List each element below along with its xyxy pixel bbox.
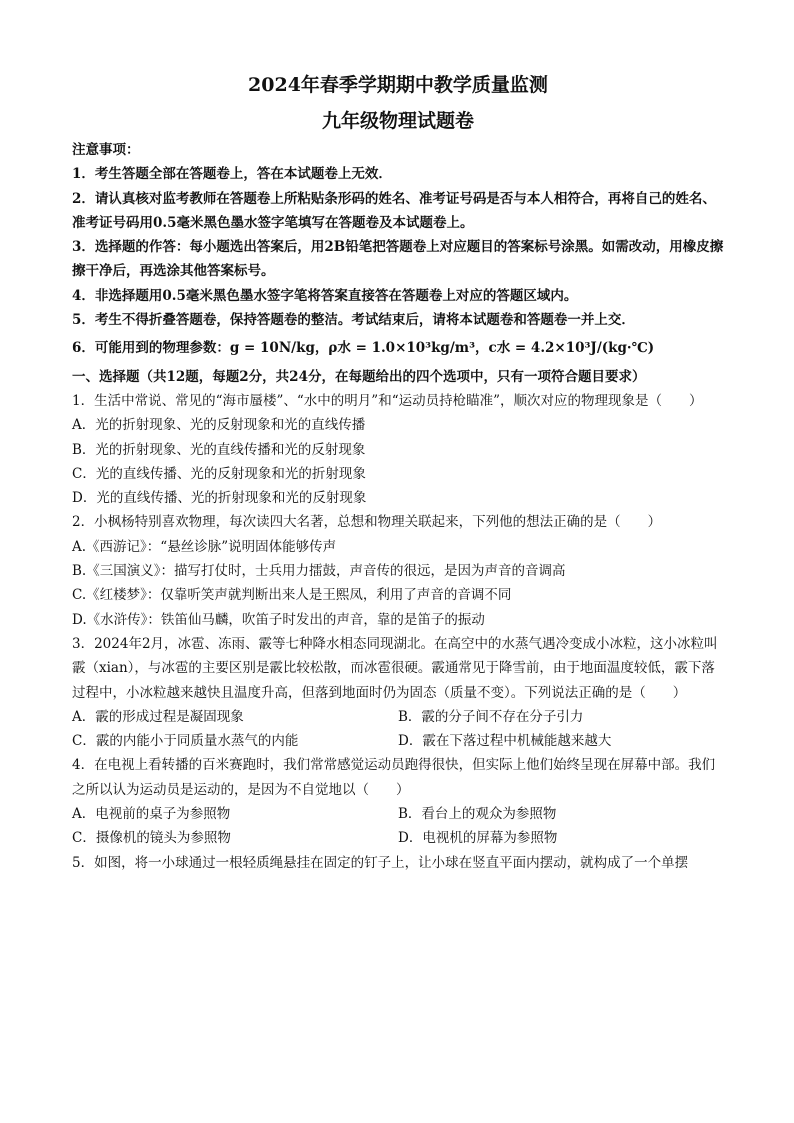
- notice-item-1: 1．考生答题全部在答题卷上，答在本试题卷上无效．: [72, 166, 392, 183]
- question-3-options-row-1: [72, 705, 724, 729]
- question-4-option-d: D．电视机的屏幕为参照物: [398, 830, 558, 847]
- question-3-option-b: B．霰的分子间不存在分子引力: [398, 708, 584, 725]
- question-2-option-b: B.《三国演义》：描写打仗时，士兵用力擂鼓，声音传的很远，是因为声音的音调高: [72, 563, 566, 580]
- question-2-option-d: D.《水浒传》：铁笛仙马麟，吹笛子时发出的声音，靠的是笛子的振动: [72, 611, 485, 628]
- question-4-option-a: A．电视前的桌子为参照物: [72, 806, 231, 823]
- question-2-stem: 2．小枫杨特别喜欢物理，每次读四大名著，总想和物理关联起来，下列他的想法正确的是（ ）: [72, 514, 662, 531]
- notice-item-5: 5．考生不得折叠答题卷，保持答题卷的整洁。考试结束后，请将本试题卷和答题卷一并上交．: [72, 312, 635, 329]
- notice-item-3: 3．选择题的作答：每小题选出答案后，用2B铅笔把答题卷上对应题目的答案标号涂黑。如需改动，用橡皮擦擦干净后，再选涂其他答案标号。: [72, 239, 724, 280]
- question-1-stem: 1．生活中常说、常见的“海市蜃楼”、“水中的明月”和“运动员持枪瞄准”，顺次对应的物理现象是（ ）: [72, 392, 703, 409]
- notice-heading: 注意事项：: [72, 142, 140, 158]
- question-4-option-b: B．看台上的观众为参照物: [398, 806, 557, 823]
- notice-item-4: 4．非选择题用0.5毫米黑色墨水签字笔将答案直接答在答题卷上对应的答题区域内。: [72, 287, 578, 304]
- question-4-stem: 4．在电视上看转播的百米赛跑时，我们常常感觉运动员跑得很快，但实际上他们始终呈现在屏幕中部。我们之所以认为运动员是运动的，是因为不自觉地以（ ）: [72, 757, 716, 798]
- notice-physics-constants: 6．可能用到的物理参数：g = 10N/kg，ρ水 = 1.0×10³kg/m³，c水 = 4.2×10³J/(kg·℃): [72, 340, 655, 357]
- question-1-option-a: A．光的折射现象、光的反射现象和光的直线传播: [72, 417, 366, 434]
- question-4-options-row-2: [72, 826, 724, 850]
- question-2-option-a: A.《西游记》：“悬丝诊脉”说明固体能够传声: [72, 538, 337, 555]
- question-5-stem: 5．如图，将一小球通过一根轻质绳悬挂在固定的钉子上，让小球在竖直平面内摆动，就构成了一个单摆: [72, 854, 689, 871]
- question-3-stem: 3．2024年2月，冰雹、冻雨、霰等七种降水相态同现湖北。在高空中的水蒸气遇冷变成小冰粒，这小冰粒叫霰（xian），与冰雹的主要区别是霰比较松散，而冰雹很硬。霰通常见于降雪前，由于地面温度较低，霰下落过程中，小冰粒越来越快且温度升高，但落到地面时仍为固态（质量不变）。下列说法正确的是（ ）: [72, 635, 718, 701]
- question-4-options-row-1: [72, 802, 724, 826]
- question-1-option-b: B．光的折射现象、光的直线传播和光的反射现象: [72, 441, 366, 458]
- exam-subtitle: 九年级物理试题卷: [321, 110, 474, 132]
- exam-page: [72, 70, 724, 875]
- question-3-option-c: C．霰的内能小于同质量水蒸气的内能: [72, 733, 299, 750]
- notice-item-2: 2．请认真核对监考教师在答题卷上所粘贴条形码的姓名、准考证号码是否与本人相符合，再将自己的姓名、准考证号码用0.5毫米黑色墨水签字笔填写在答题卷及本试题卷上。: [72, 190, 716, 231]
- question-3-option-a: A．霰的形成过程是凝固现象: [72, 708, 244, 725]
- question-1-option-c: C．光的直线传播、光的反射现象和光的折射现象: [72, 465, 366, 482]
- question-4-option-c: C．摄像机的镜头为参照物: [72, 830, 231, 847]
- question-3-option-d: D．霰在下落过程中机械能越来越大: [398, 733, 612, 750]
- question-1-option-d: D．光的直线传播、光的折射现象和光的反射现象: [72, 490, 367, 507]
- question-3-options-row-2: [72, 729, 724, 753]
- question-2-option-c: C.《红楼梦》：仅靠听笑声就判断出来人是王熙凤，利用了声音的音调不同: [72, 587, 512, 604]
- exam-title: 2024年春季学期期中教学质量监测: [248, 74, 548, 96]
- section-heading: 一、选择题（共12题，每题2分，共24分，在每题给出的四个选项中，只有一项符合题目要求）: [72, 368, 646, 385]
